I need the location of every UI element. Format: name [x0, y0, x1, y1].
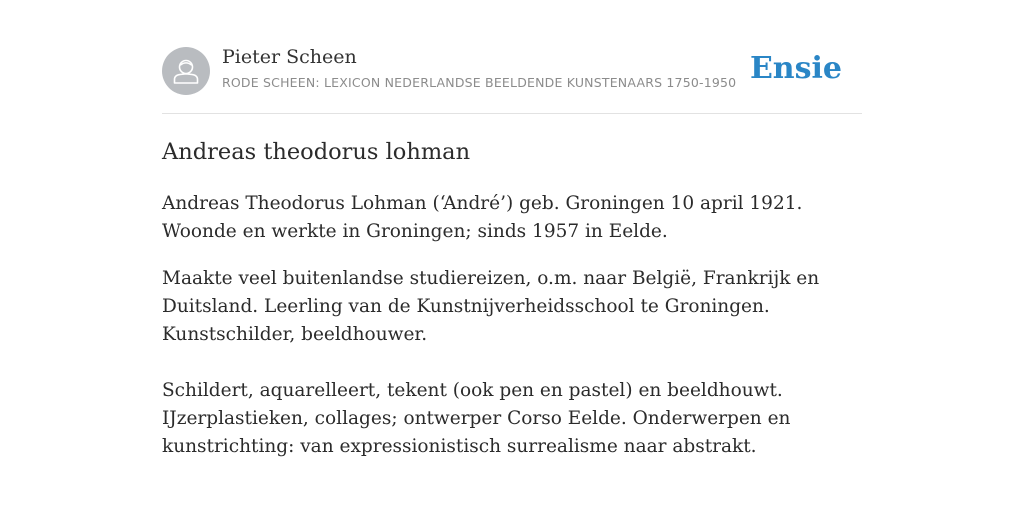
article-paragraph: Maakte veel buitenlandse studiereizen, o.m. naar België, Frankrijk en Duitsland. Leerling van de Kunstnijverheidsschool te Groningen. Kunstschilder, beeldhouwer. [162, 268, 820, 345]
article-body [162, 190, 862, 461]
avatar[interactable] [162, 47, 210, 95]
article-title: Andreas theodorus lohman [162, 139, 471, 165]
header [162, 46, 862, 96]
article-paragraph: Schildert, aquarelleert, tekent (ook pen en pastel) en beeldhouwt. IJzerplastieken, collages; ontwerper Corso Eelde. Onderwerpen en kunstrichting: van expressionistisch surrealisme naar abstrakt. [162, 380, 791, 457]
ensie-logo[interactable]: Ensie [749, 51, 842, 86]
author-name[interactable]: Pieter Scheen [222, 46, 357, 68]
article-paragraph: Andreas Theodorus Lohman (‘André’) geb. Groningen 10 april 1921. Woonde en werkte in Groningen; sinds 1957 in Eelde. [162, 193, 803, 242]
header-divider [162, 113, 862, 114]
source-label[interactable]: RODE SCHEEN: LEXICON NEDERLANDSE BEELDENDE KUNSTENAARS 1750-1950 [222, 75, 737, 90]
user-icon [162, 47, 210, 95]
